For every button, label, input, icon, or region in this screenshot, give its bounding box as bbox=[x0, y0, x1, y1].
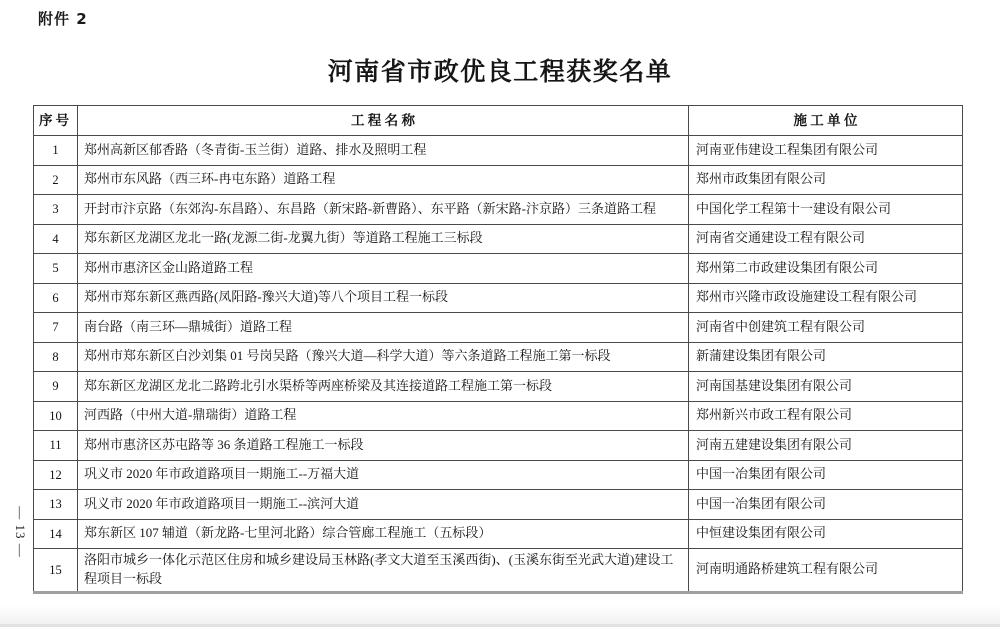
table-row bbox=[34, 460, 963, 490]
company-cell: 新蒲建设集团有限公司 bbox=[689, 342, 963, 372]
company-cell: 中国一冶集团有限公司 bbox=[689, 460, 963, 490]
table-row bbox=[34, 165, 963, 195]
company-cell: 河南明通路桥建筑工程有限公司 bbox=[689, 549, 963, 593]
table-body bbox=[34, 136, 963, 593]
company-cell: 河南亚伟建设工程集团有限公司 bbox=[689, 136, 963, 166]
row-number-cell: 14 bbox=[34, 519, 78, 549]
row-number-cell: 12 bbox=[34, 460, 78, 490]
project-name-cell: 郑州市郑东新区燕西路(凤阳路-豫兴大道)等八个项目工程一标段 bbox=[78, 283, 689, 313]
table-row bbox=[34, 342, 963, 372]
project-name-cell: 南台路（南三环—鼎城街）道路工程 bbox=[78, 313, 689, 343]
table-row bbox=[34, 313, 963, 343]
company-cell: 郑州市政集团有限公司 bbox=[689, 165, 963, 195]
row-number-cell: 11 bbox=[34, 431, 78, 461]
project-name-cell: 洛阳市城乡一体化示范区住房和城乡建设局玉林路(孝文大道至玉溪西街)、(玉溪东街至光武大道)建设工程项目一标段 bbox=[78, 549, 689, 593]
row-number-cell: 10 bbox=[34, 401, 78, 431]
table-row bbox=[34, 224, 963, 254]
project-name-cell: 郑东新区 107 辅道（新龙路-七里河北路）综合管廊工程施工（五标段） bbox=[78, 519, 689, 549]
table-row bbox=[34, 549, 963, 593]
table-header-row bbox=[34, 106, 963, 136]
project-name-cell: 河西路（中州大道-鼎瑞街）道路工程 bbox=[78, 401, 689, 431]
project-name-cell: 郑东新区龙湖区龙北一路(龙源二街-龙翼九街）等道路工程施工三标段 bbox=[78, 224, 689, 254]
company-cell: 河南省中创建筑工程有限公司 bbox=[689, 313, 963, 343]
company-cell: 中国化学工程第十一建设有限公司 bbox=[689, 195, 963, 225]
project-name-cell: 郑州市东风路（西三环-冉屯东路）道路工程 bbox=[78, 165, 689, 195]
table-row bbox=[34, 283, 963, 313]
table-row bbox=[34, 254, 963, 284]
project-name-cell: 巩义市 2020 年市政道路项目一期施工--滨河大道 bbox=[78, 490, 689, 520]
column-header-project-name: 工 程 名 称 bbox=[78, 106, 689, 136]
table-row bbox=[34, 519, 963, 549]
table-row bbox=[34, 490, 963, 520]
margin-page-number: — 13 — bbox=[13, 506, 28, 558]
row-number-cell: 5 bbox=[34, 254, 78, 284]
column-header-construction-unit: 施 工 单 位 bbox=[689, 106, 963, 136]
award-table bbox=[33, 105, 963, 594]
table-row bbox=[34, 372, 963, 402]
company-cell: 中国一冶集团有限公司 bbox=[689, 490, 963, 520]
page-bottom-edge bbox=[0, 605, 1000, 627]
company-cell: 中恒建设集团有限公司 bbox=[689, 519, 963, 549]
row-number-cell: 7 bbox=[34, 313, 78, 343]
row-number-cell: 4 bbox=[34, 224, 78, 254]
row-number-cell: 1 bbox=[34, 136, 78, 166]
project-name-cell: 郑州高新区郁香路（冬青街-玉兰街）道路、排水及照明工程 bbox=[78, 136, 689, 166]
table-row bbox=[34, 431, 963, 461]
table-row bbox=[34, 136, 963, 166]
company-cell: 河南省交通建设工程有限公司 bbox=[689, 224, 963, 254]
row-number-cell: 3 bbox=[34, 195, 78, 225]
row-number-cell: 6 bbox=[34, 283, 78, 313]
row-number-cell: 9 bbox=[34, 372, 78, 402]
column-header-serial: 序号 bbox=[34, 106, 78, 136]
table-row bbox=[34, 195, 963, 225]
company-cell: 郑州市兴隆市政设施建设工程有限公司 bbox=[689, 283, 963, 313]
row-number-cell: 15 bbox=[34, 549, 78, 593]
company-cell: 郑州新兴市政工程有限公司 bbox=[689, 401, 963, 431]
company-cell: 郑州第二市政建设集团有限公司 bbox=[689, 254, 963, 284]
project-name-cell: 郑州市惠济区金山路道路工程 bbox=[78, 254, 689, 284]
project-name-cell: 郑州市惠济区苏屯路等 36 条道路工程施工一标段 bbox=[78, 431, 689, 461]
company-cell: 河南国基建设集团有限公司 bbox=[689, 372, 963, 402]
company-cell: 河南五建建设集团有限公司 bbox=[689, 431, 963, 461]
row-number-cell: 13 bbox=[34, 490, 78, 520]
project-name-cell: 巩义市 2020 年市政道路项目一期施工--万福大道 bbox=[78, 460, 689, 490]
row-number-cell: 8 bbox=[34, 342, 78, 372]
table-row bbox=[34, 401, 963, 431]
attachment-label: 附件 2 bbox=[38, 10, 88, 28]
page-title: 河南省市政优良工程获奖名单 bbox=[327, 57, 673, 86]
project-name-cell: 郑东新区龙湖区龙北二路跨北引水渠桥等两座桥梁及其连接道路工程施工第一标段 bbox=[78, 372, 689, 402]
project-name-cell: 郑州市郑东新区白沙刘集 01 号岗吴路（豫兴大道—科学大道）等六条道路工程施工第一标段 bbox=[78, 342, 689, 372]
project-name-cell: 开封市汴京路（东郊沟-东昌路）、东昌路（新宋路-新曹路）、东平路（新宋路-汴京路）三条道路工程 bbox=[78, 195, 689, 225]
row-number-cell: 2 bbox=[34, 165, 78, 195]
